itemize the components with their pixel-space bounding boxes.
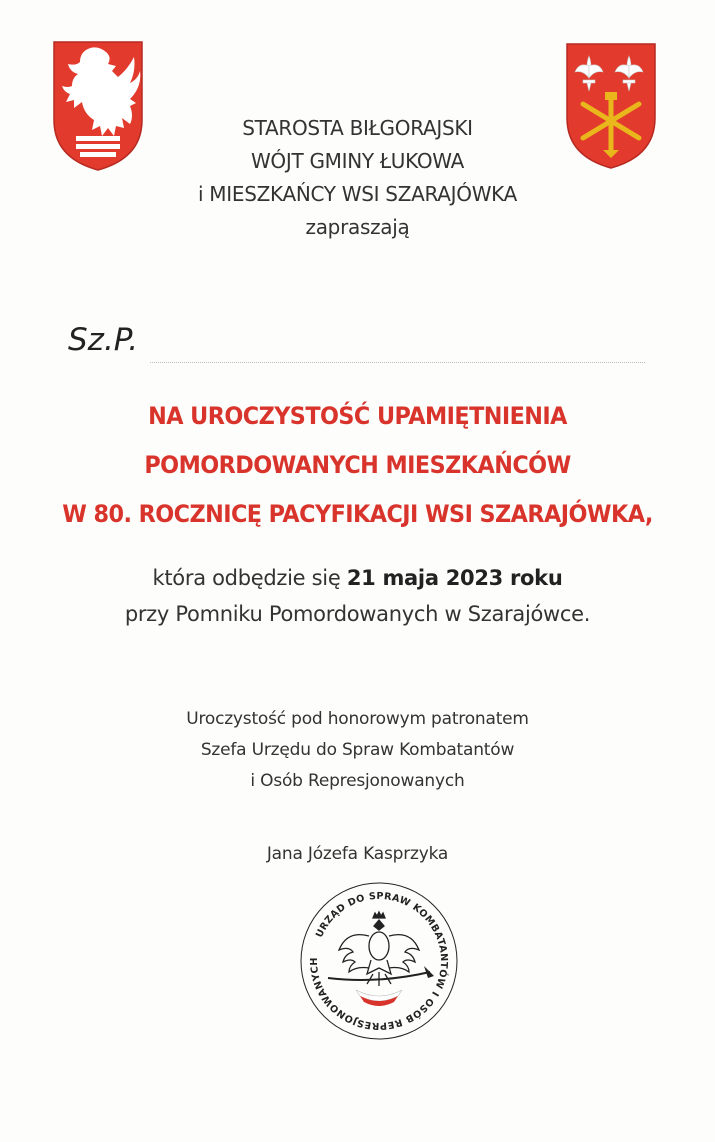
event-place: przy Pomniku Pomordowanych w Szarajówce.	[124, 602, 591, 626]
office-seal-eagle-icon	[298, 880, 460, 1042]
host-line-residents: i MIESZKAŃCY WSI SZARAJÓWKA	[197, 182, 518, 206]
headline-line-3: W 80. ROCZNICĘ PACYFIKACJI WSI SZARAJÓWKA,	[62, 500, 653, 528]
event-details	[0, 560, 715, 632]
headline-line-1: NA UROCZYSTOŚĆ UPAMIĘTNIENIA	[148, 402, 567, 430]
patronage-line-1: Uroczystość pod honorowym patronatem	[186, 709, 529, 729]
salutation: Sz.P.	[68, 322, 139, 358]
svg-text:URZĄD DO SPRAW KOMBATANTÓW I O	[309, 891, 451, 1031]
event-date: 21 maja 2023 roku	[346, 566, 563, 590]
recipient-name-line	[150, 362, 645, 363]
invite-verb: zapraszają	[305, 215, 410, 239]
patron-name: Jana Józefa Kasprzyka	[266, 844, 449, 864]
event-date-prefix: która odbędzie się	[152, 566, 341, 590]
patronage-block	[0, 704, 715, 797]
host-line-starosta: STAROSTA BIŁGORAJSKI	[242, 116, 473, 140]
headline-line-2: POMORDOWANYCH MIESZKAŃCÓW	[144, 451, 571, 479]
patronage-line-3: i Osób Represjonowanych	[250, 771, 465, 791]
event-date-line	[0, 560, 715, 596]
hosts-block	[0, 112, 715, 244]
event-headline	[25, 392, 690, 539]
patronage-line-2: Szefa Urzędu do Spraw Kombatantów	[200, 740, 515, 760]
seal-circular-text: URZĄD DO SPRAW KOMBATANTÓW I OSÓB REPRESJONOWANYCH	[308, 890, 450, 1032]
host-line-wojt: WÓJT GMINY ŁUKOWA	[250, 149, 465, 173]
